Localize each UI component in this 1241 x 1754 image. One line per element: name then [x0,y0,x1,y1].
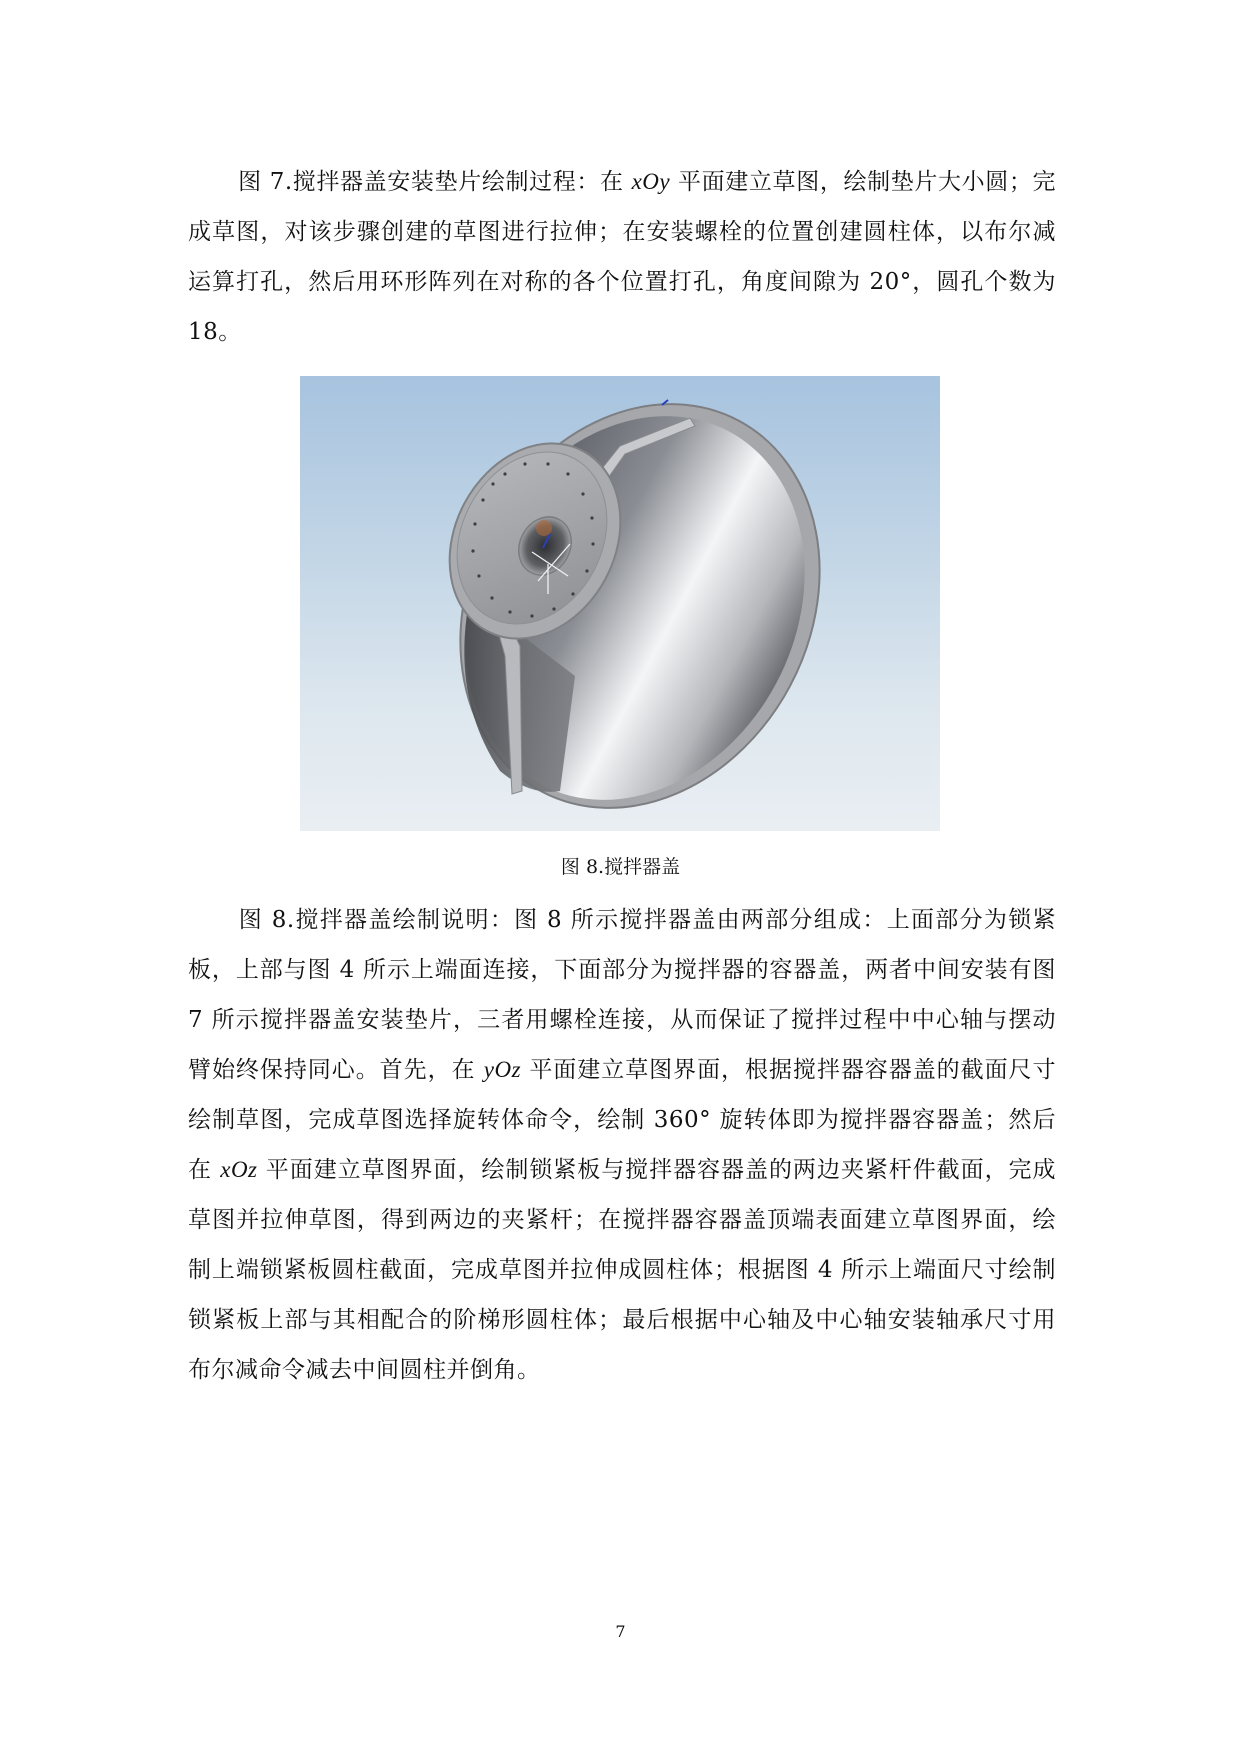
angle-value-360: 360° [653,1107,712,1133]
plane-name-yoz: yOz [483,1057,522,1082]
plane-name-xoz: xOz [220,1157,258,1182]
para1-mid: 平面建立草图，绘制垫片大小圆；完成草图，对该步骤创建的草图进行拉伸；在安装螺栓的位置创建圆柱体，以布尔减运算打孔，然后用环形阵列在对称的各个位置打孔，角度间隙为 [188,169,1056,295]
plane-name-xoy: xOy [631,169,671,194]
para2-part4: 平面建立草图界面，绘制锁紧板与搅拌器容器盖的两边夹紧杆件截面，完成草图并拉伸草图，得到两边的夹紧杆；在搅拌器容器盖顶端表面建立草图界面，绘制上端锁紧板圆柱截面，完成草图并拉伸成圆柱体；根据图 4 所示上端面尺寸绘制锁紧板上部与其相配合的阶梯形圆柱体；最后根据中心轴及中心轴安装轴承尺寸用布尔减命令减去中间圆柱并倒角。 [188,1157,1057,1383]
paragraph-figure7-description [188,157,1056,357]
figure-caption: 图 8.搅拌器盖 [560,856,681,878]
angle-value: 20° [869,269,912,295]
para1-tail: ，圆孔个数为 18。 [188,269,1057,345]
para2-part1: 图 8.搅拌器盖绘制说明：图 8 所示搅拌器盖由两部分组成：上面部分为锁紧板，上部与图 4 所示上端面连接，下面部分为搅拌器的容器盖，两者中间安装有图 7 所示搅拌器盖安装垫片，三者用螺栓连接，从而保证了搅拌过程中中心轴与摆动臂始终保持同心。首先，在 [188,907,1056,1083]
paragraph-figure8-description [188,895,1056,1395]
mixer-lid-3d-render [300,376,940,831]
para1-lead: 图 7.搅拌器盖安装垫片绘制过程：在 [238,169,632,195]
figure-8-mixer-lid-render [300,376,940,831]
para2-part3: 旋转体即为搅拌器容器盖；然后在 [188,1107,1056,1183]
para2-part2: 平面建立草图界面，根据搅拌器容器盖的截面尺寸绘制草图，完成草图选择旋转体命令，绘制 [188,1057,1057,1133]
page-number: 7 [615,1622,626,1641]
